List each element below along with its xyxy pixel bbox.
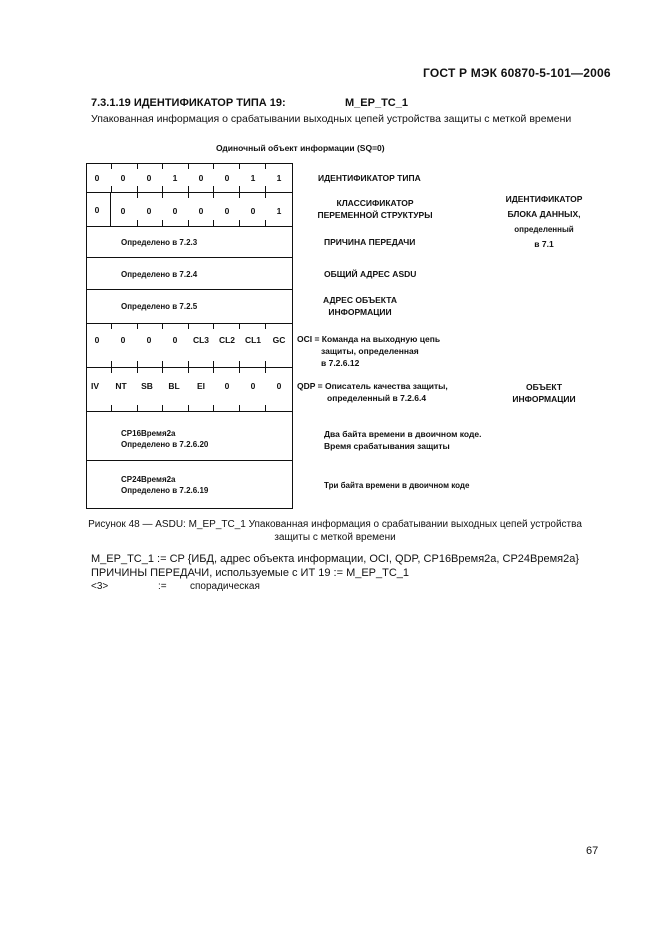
definition-line: M_EP_TC_1 := CP {ИБД, адрес объекта информации, OCI, QDP, CP16Время2а, CP24Время2а} (91, 553, 580, 565)
causes-line: ПРИЧИНЫ ПЕРЕДАЧИ, используемые с ИТ 19 := M_EP_TC_1 (91, 567, 410, 579)
row-divider (86, 411, 293, 412)
row-divider (86, 367, 293, 368)
bit-cell: 1 (172, 173, 178, 183)
cp24-cell: CP24Время2а Определено в 7.2.6.19 (121, 475, 209, 495)
bit-cell: SB (141, 381, 153, 391)
bit-cell: 0 (250, 381, 256, 391)
bit-cell: 0 (146, 335, 152, 345)
bit-cell: CL1 (244, 335, 262, 345)
row-divider (86, 323, 293, 324)
column-divider (110, 192, 111, 226)
bit-cell: 0 (146, 206, 152, 216)
common-address-cell: Определено в 7.2.4 (121, 270, 198, 279)
bit-cell: 0 (224, 173, 230, 183)
figure-caption: Рисунок 48 — ASDU: M_EP_TC_1 Упакованная информация о срабатывании выходных цепей устройства защиты с меткой времени (88, 519, 582, 543)
section-description: Упакованная информация о срабатывании выходных цепей устройства защиты с меткой времени (91, 113, 572, 125)
bit-cell: NT (115, 381, 127, 391)
cause-label: ПРИЧИНА ПЕРЕДАЧИ (324, 237, 416, 247)
data-unit-identifier-label: ИДЕНТИФИКАТОР БЛОКА ДАННЫХ, определенный в 7.1 (505, 194, 583, 249)
information-object-label: ОБЪЕКТ ИНФОРМАЦИИ (512, 382, 576, 404)
table-title: Одиночный объект информации (SQ=0) (216, 143, 385, 153)
cp16-label: Два байта времени в двоичном коде. Время срабатывания защиты (324, 429, 482, 451)
bit-cell: 0 (120, 335, 126, 345)
oci-label: OCI = Команда на выходную цепь защиты, определенная в 7.2.6.12 (297, 334, 441, 368)
standard-header: ГОСТ Р МЭК 60870-5-101—2006 (423, 66, 611, 80)
row-divider (86, 460, 293, 461)
section-code: M_EP_TC_1 (345, 97, 408, 109)
bit-cell: IV (90, 381, 100, 391)
common-address-label: ОБЩИЙ АДРЕС ASDU (324, 269, 417, 279)
section-title: 7.3.1.19 ИДЕНТИФИКАТОР ТИПА 19: (91, 97, 286, 109)
bit-cell: CL2 (218, 335, 236, 345)
bit-cell: 0 (94, 335, 100, 345)
cause-value: спорадическая (190, 581, 260, 592)
bit-cell: CL3 (192, 335, 210, 345)
bit-cell: 0 (224, 381, 230, 391)
cp24-label: Три байта времени в двоичном коде (324, 481, 470, 490)
bit-cell: 1 (276, 206, 282, 216)
bit-cell: BL (168, 381, 180, 391)
bit-cell: 0 (172, 335, 178, 345)
cp16-cell: CP16Время2а Определено в 7.2.6.20 (121, 429, 209, 449)
bit-cell: 0 (224, 206, 230, 216)
variable-structure-label: КЛАССИФИКАТОР ПЕРЕМЕННОЙ СТРУКТУРЫ (317, 198, 433, 220)
bit-cell: 0 (94, 173, 100, 183)
page-number: 67 (586, 845, 599, 857)
bit-cell: 0 (250, 206, 256, 216)
bit-cell: 0 (276, 381, 282, 391)
cause-code: <3> (91, 581, 109, 592)
type-id-label: ИДЕНТИФИКАТОР ТИПА (318, 173, 421, 183)
bit-cell: 0 (146, 173, 152, 183)
bit-cell: 0 (94, 205, 100, 215)
bit-cell: 0 (120, 173, 126, 183)
row-divider (86, 192, 293, 193)
bit-cell: 0 (198, 173, 204, 183)
bit-cell: 0 (198, 206, 204, 216)
bit-cell: 1 (250, 173, 256, 183)
object-address-cell: Определено в 7.2.5 (121, 302, 198, 311)
cause-cell: Определено в 7.2.3 (121, 238, 198, 247)
bit-cell: 0 (120, 206, 126, 216)
bit-cell: GC (272, 335, 286, 345)
row-divider (86, 289, 293, 290)
qdp-label: QDP = Описатель качества защиты, определенный в 7.2.6.4 (297, 381, 448, 403)
cause-operator: := (158, 581, 167, 592)
row-divider (86, 226, 293, 227)
row-divider (86, 257, 293, 258)
bit-cell: 1 (276, 173, 282, 183)
bit-cell: EI (196, 381, 206, 391)
object-address-label: АДРЕС ОБЪЕКТА ИНФОРМАЦИИ (322, 295, 397, 317)
bit-cell: 0 (172, 206, 178, 216)
